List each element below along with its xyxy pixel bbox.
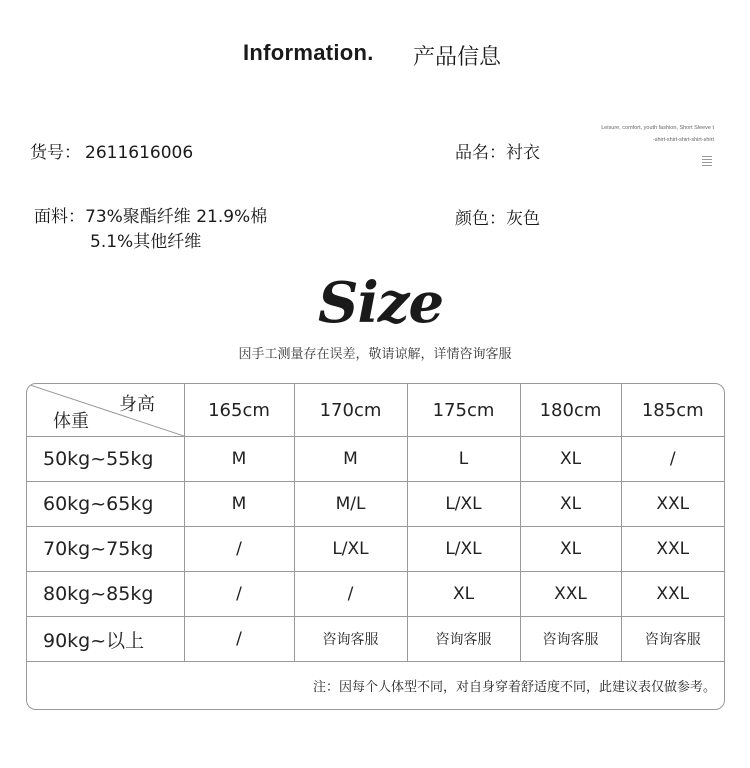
- height-header: 180cm: [520, 384, 621, 437]
- size-cell: L/XL: [407, 482, 520, 527]
- size-cell: 咨询客服: [294, 617, 407, 662]
- table-footer-row: [27, 662, 724, 709]
- size-cell: L: [407, 437, 520, 482]
- size-cell: XL: [407, 572, 520, 617]
- weight-cell: 70kg~75kg: [27, 527, 184, 572]
- color-label: 颜色：: [455, 209, 506, 229]
- product-name-value: 衬衣: [506, 143, 540, 163]
- height-header: 165cm: [184, 384, 294, 437]
- size-cell: XXL: [621, 572, 724, 617]
- title-chinese: 产品信息: [413, 45, 502, 70]
- measurement-note: 因手工测量存在误差，敬请谅解，详情咨询客服: [238, 347, 512, 362]
- fabric-field: [34, 205, 267, 255]
- table-row: [27, 572, 724, 617]
- size-cell: M: [184, 482, 294, 527]
- size-cell: L/XL: [294, 527, 407, 572]
- size-cell: L/XL: [407, 527, 520, 572]
- fabric-label: 面料：: [34, 207, 85, 227]
- size-cell: XL: [520, 482, 621, 527]
- color-value: 灰色: [506, 209, 540, 229]
- size-cell: XXL: [621, 482, 724, 527]
- size-cell: XXL: [520, 572, 621, 617]
- size-cell: M: [294, 437, 407, 482]
- weight-cell: 80kg~85kg: [27, 572, 184, 617]
- size-cell: XL: [520, 437, 621, 482]
- table-row: [27, 482, 724, 527]
- reference-note: 注：因每个人体型不同，对自身穿着舒适度不同，此建议表仅做参考。: [27, 662, 724, 709]
- fabric-line-1: 73%聚酯纤维 21.9%棉: [85, 207, 268, 227]
- height-header: 175cm: [407, 384, 520, 437]
- size-heading: Size: [318, 270, 444, 336]
- height-header: 170cm: [294, 384, 407, 437]
- table-row: [27, 437, 724, 482]
- size-cell: /: [294, 572, 407, 617]
- size-cell: M: [184, 437, 294, 482]
- color-field: [455, 204, 540, 229]
- size-cell: XL: [520, 527, 621, 572]
- corner-header-cell: [27, 384, 184, 437]
- size-cell: 咨询客服: [407, 617, 520, 662]
- sku-value: 2611616006: [85, 143, 194, 163]
- weight-cell: 90kg~以上: [27, 617, 184, 662]
- size-cell: /: [184, 527, 294, 572]
- text-lines-icon: [702, 156, 712, 168]
- table-row: [27, 527, 724, 572]
- side-note: [601, 122, 714, 146]
- height-axis-label: 身高: [119, 394, 155, 415]
- weight-cell: 50kg~55kg: [27, 437, 184, 482]
- table-row: [27, 617, 724, 662]
- product-name-label: 品名：: [455, 143, 506, 163]
- weight-cell: 60kg~65kg: [27, 482, 184, 527]
- size-cell: 咨询客服: [520, 617, 621, 662]
- size-cell: /: [184, 572, 294, 617]
- size-cell: M/L: [294, 482, 407, 527]
- weight-axis-label: 体重: [53, 411, 89, 432]
- size-cell: XXL: [621, 527, 724, 572]
- table-header-row: [27, 384, 724, 437]
- side-note-line-1: Leisure, comfort, youth fashion, Short Sleeve t: [601, 125, 714, 131]
- size-cell: 咨询客服: [621, 617, 724, 662]
- size-cell: /: [184, 617, 294, 662]
- product-name-field: [455, 138, 540, 163]
- side-note-line-2: -shirt-shirt-shirt-shirt-shirt: [652, 137, 714, 143]
- size-chart: [26, 383, 725, 710]
- height-header: 185cm: [621, 384, 724, 437]
- fabric-line-2: 5.1%其他纤维: [90, 232, 202, 252]
- title-english: Information.: [243, 40, 374, 65]
- sku-label: 货号：: [30, 143, 81, 163]
- size-cell: /: [621, 437, 724, 482]
- diagonal-divider: [27, 384, 184, 436]
- sku-field: [30, 138, 193, 163]
